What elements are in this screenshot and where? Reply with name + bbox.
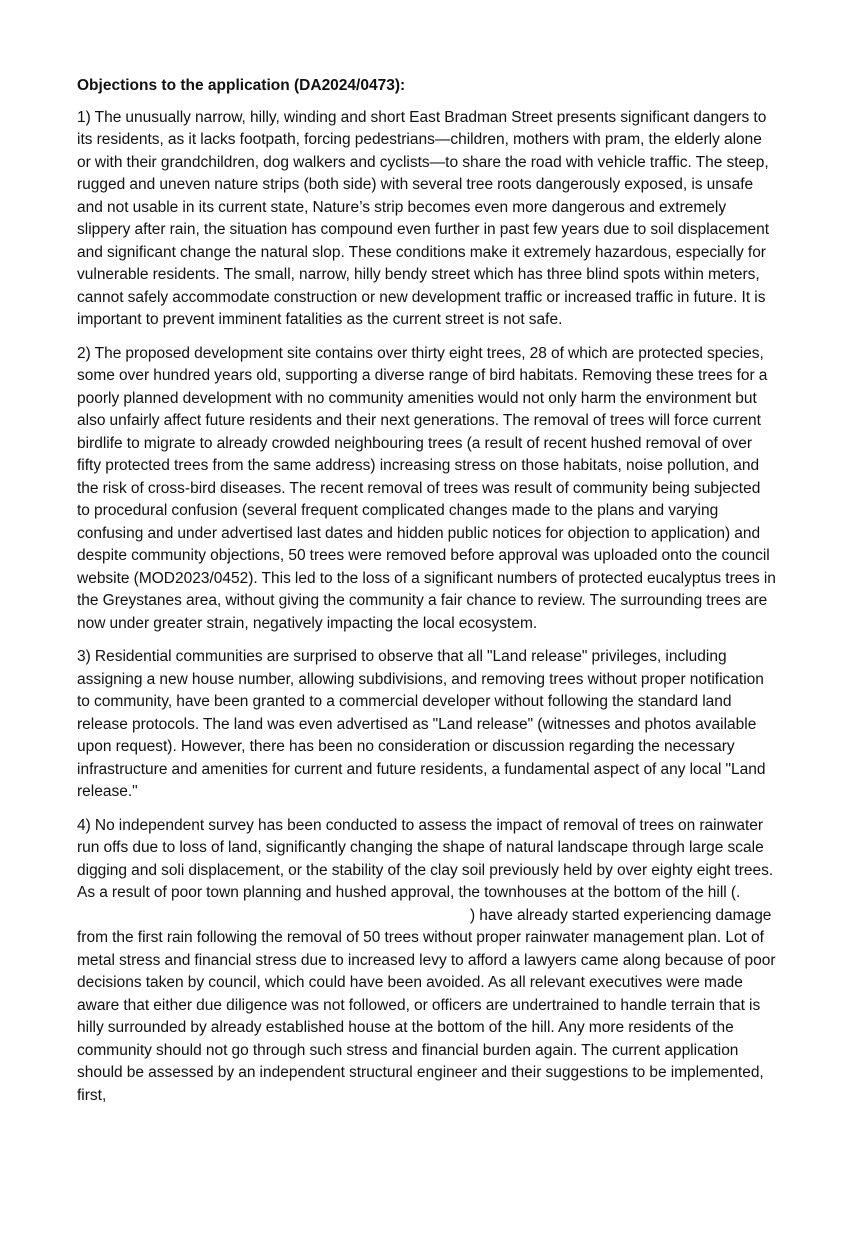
paragraph-1: 1) The unusually narrow, hilly, winding and short East Bradman Street presents significant dangers to its residents, as it lacks footpath, forcing pedestrians—children, mothers with pram, the elderly alone or with their grandchildren, dog walkers and cyclists—to share the road with vehicle traffic. The steep, rugged and uneven nature strips (both side) with several tree roots dangerously exposed, is unsafe and not usable in its current state, Nature’s strip becomes even more dangerous and extremely slippery after rain, the situation has compound even further in past few years due to soil displacement and significant change the natural slop. These conditions make it extremely hazardous, especially for vulnerable residents. The small, narrow, hilly bendy street which has three blind spots within meters, cannot safely accommodate construction or new development traffic or increased traffic in future. It is important to prevent imminent fatalities as the current street is not safe.	[77, 108, 770, 328]
document-page	[77, 75, 777, 1118]
paragraph-4-before-redaction: 4) No independent survey has been conducted to assess the impact of removal of trees on rainwater run offs due to loss of land, significantly changing the shape of natural landscape through large scale digging and soli displacement, or the stability of the clay soil previously held by over eighty eight trees. As a result of poor town planning and hushed approval, the townhouses at the bottom of the hill (.	[77, 816, 774, 901]
objections-heading: Objections to the application (DA2024/0473):	[77, 77, 406, 94]
paragraph-4	[77, 815, 777, 1108]
paragraph-3: 3) Residential communities are surprised to observe that all "Land release" privileges, including assigning a new house number, allowing subdivisions, and removing trees without proper notification to community, have been granted to a commercial developer without following the standard land release protocols. The land was even advertised as "Land release" (witnesses and photos available upon request). However, there has been no consideration or discussion regarding the necessary infrastructure and amenities for current and future residents, a fundamental aspect of any local "Land release."	[77, 648, 766, 800]
paragraph-4-after-redaction: ) have already started experiencing damage from the first rain following the removal of 50 trees without proper rainwater management plan. Lot of metal stress and financial stress due to increased levy to afford a lawyers came along because of poor decisions taken by council, which could have been avoided. As all relevant executives were made aware that either due diligence was not followed, or officers are undertrained to handle terrain that is hilly surrounded by already established house at the bottom of the hill. Any more residents of the community should not go through such stress and financial burden again. The current application should be assessed by an independent structural engineer and their suggestions to be implemented, first,	[77, 906, 776, 1104]
paragraph-2: 2) The proposed development site contains over thirty eight trees, 28 of which are protected species, some over hundred years old, supporting a diverse range of bird habitats. Removing these trees for a poorly planned development with no community amenities would not only harm the environment but also unfairly affect future residents and their next generations. The removal of trees will force current birdlife to migrate to already crowded neighbouring trees (a result of recent hushed removal of over fifty protected trees from the same address) increasing stress on those habitats, noise pollution, and the risk of cross-bird diseases. The recent removal of trees was result of community being subjected to procedural confusion (several frequent complicated changes made to the plans and varying confusing and under advertised last dates and hidden public notices for objection to application) and despite community objections, 50 trees were removed before approval was uploaded onto the council website (MOD2023/0452). This led to the loss of a significant numbers of protected eucalyptus trees in the Greystanes area, without giving the community a fair chance to review. The surrounding trees are now under greater strain, negatively impacting the local ecosystem.	[77, 344, 776, 632]
